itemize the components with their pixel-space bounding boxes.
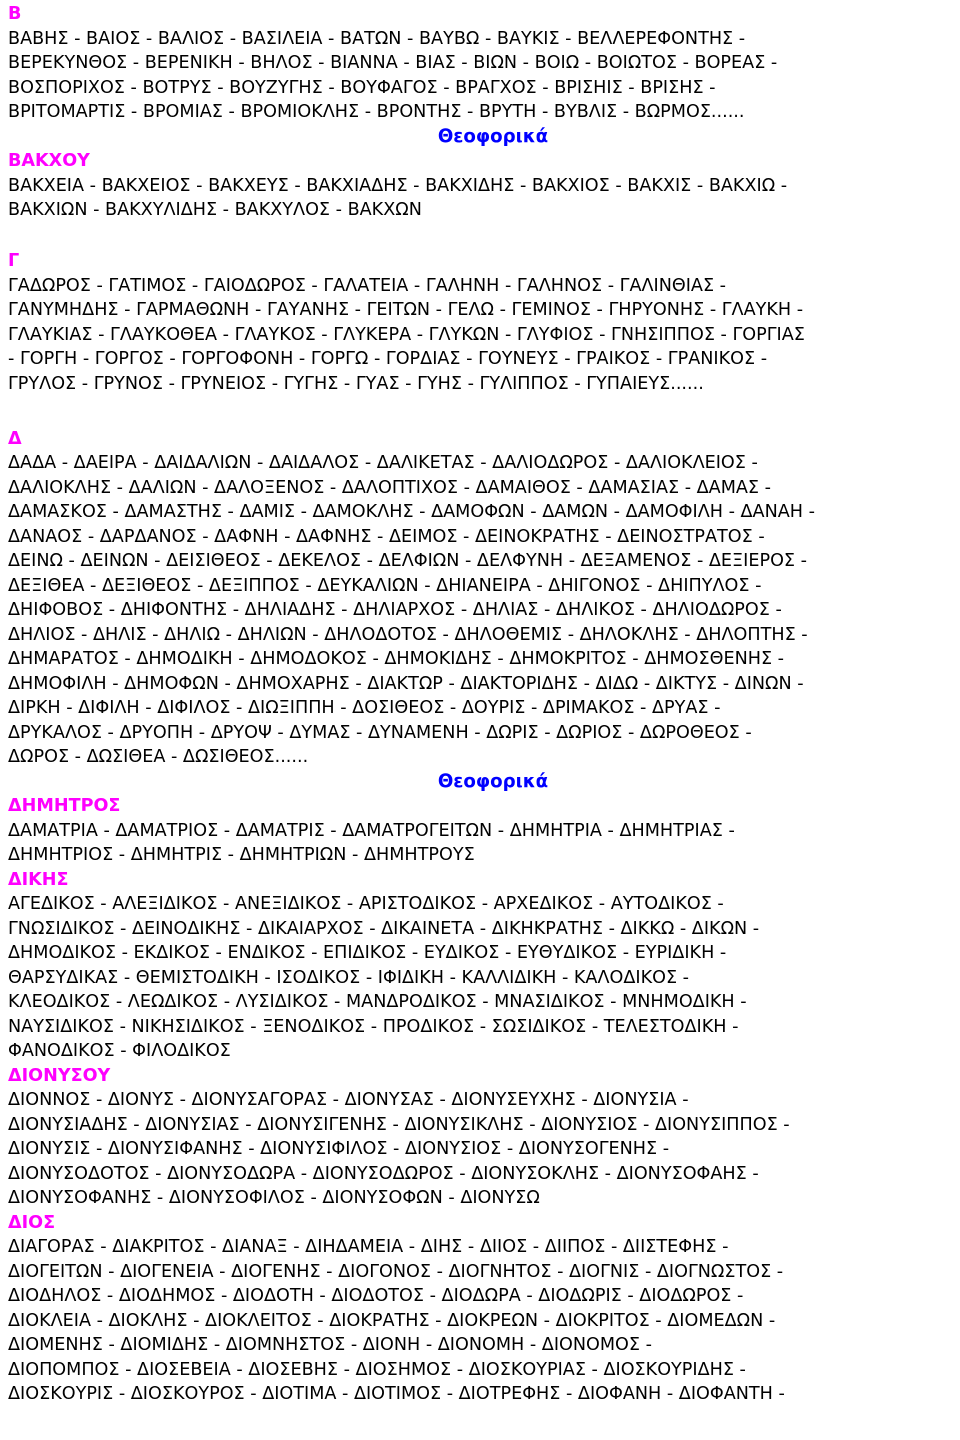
name-line: ΓΑΔΩΡΟΣ - ΓΑΤΙΜΟΣ - ΓΑΙΟΔΩΡΟΣ - ΓΑΛΑΤΕΙΑ - ΓΑΛΗΝΗ - ΓΑΛΗΝΟΣ - ΓΑΛΙΝΘΙΑΣ - bbox=[8, 275, 727, 296]
name-line: ΓΝΩΣΙΔΙΚΟΣ - ΔΕΙΝΟΔΙΚΗΣ - ΔΙΚΑΙΑΡΧΟΣ - ΔΙΚΑΙΝΕΤΑ - ΔΙΚΗΚΡΑΤΗΣ - ΔΙΚΚΩ - ΔΙΚΩΝ - bbox=[8, 918, 760, 939]
name-line: ΔΙΟΝΥΣΙΣ - ΔΙΟΝΥΣΙΦΑΝΗΣ - ΔΙΟΝΥΣΙΦΙΛΟΣ - ΔΙΟΝΥΣΙΟΣ - ΔΙΟΝΥΣΟΓΕΝΗΣ - bbox=[8, 1139, 670, 1159]
name-line: ΔΙΡΚΗ - ΔΙΦΙΛΗ - ΔΙΦΙΛΟΣ - ΔΙΩΞΙΠΠΗ - ΔΟΣΙΘΕΟΣ - ΔΟΥΡΙΣ - ΔΡΙΜΑΚΟΣ - ΔΡΥΑΣ - bbox=[8, 698, 721, 718]
section-gap bbox=[8, 223, 952, 248]
name-line: ΒΑΒΗΣ - ΒΑΙΟΣ - ΒΑΛΙΟΣ - ΒΑΣΙΛΕΙΑ - ΒΑΤΩΝ - ΒΑΥΒΩ - ΒΑΥΚΙΣ - ΒΕΛΛΕΡΕΦΟΝΤΗΣ - bbox=[8, 28, 746, 49]
name-line: ΔΕΞΙΘΕΑ - ΔΕΞΙΘΕΟΣ - ΔΕΞΙΠΠΟΣ - ΔΕΥΚΑΛΙΩΝ - ΔΗΙΑΝΕΙΡΑ - ΔΗΙΓΟΝΟΣ - ΔΗΙΠΥΛΟΣ - bbox=[8, 575, 762, 596]
theophoric-heading: Θεοφορικά bbox=[437, 125, 549, 147]
name-line: ΝΑΥΣΙΔΙΚΟΣ - ΝΙΚΗΣΙΔΙΚΟΣ - ΞΕΝΟΔΙΚΟΣ - ΠΡΟΔΙΚΟΣ - ΣΩΣΙΔΙΚΟΣ - ΤΕΛΕΣΤΟΔΙΚΗ - bbox=[8, 1016, 739, 1037]
document-page bbox=[8, 2, 952, 1407]
name-line: ΔΙΟΜΕΝΗΣ - ΔΙΟΜΙΔΗΣ - ΔΙΟΜΝΗΣΤΟΣ - ΔΙΟΝΗ - ΔΙΟΝΟΜΗ - ΔΙΟΝΟΜΟΣ - bbox=[8, 1335, 652, 1355]
name-line: ΒΡΙΤΟΜΑΡΤΙΣ - ΒΡΟΜΙΑΣ - ΒΡΟΜΙΟΚΛΗΣ - ΒΡΟΝΤΗΣ - ΒΡΥΤΗ - ΒΥΒΛΙΣ - ΒΩΡΜΟΣ...... bbox=[8, 102, 745, 122]
group-heading-dikis: ΔΙΚΗΣ bbox=[8, 869, 69, 890]
name-line: ΔΡΥΚΑΛΟΣ - ΔΡΥΟΠΗ - ΔΡΥΟΨ - ΔΥΜΑΣ - ΔΥΝΑΜΕΝΗ - ΔΩΡΙΣ - ΔΩΡΙΟΣ - ΔΩΡΟΘΕΟΣ - bbox=[8, 722, 752, 743]
name-line: ΔΑΔΑ - ΔΑΕΙΡΑ - ΔΑΙΔΑΛΙΩΝ - ΔΑΙΔΑΛΟΣ - ΔΑΛΙΚΕΤΑΣ - ΔΑΛΙΟΔΩΡΟΣ - ΔΑΛΙΟΚΛΕΙΟΣ - bbox=[8, 453, 758, 473]
name-line: - ΓΟΡΓΗ - ΓΟΡΓΟΣ - ΓΟΡΓΟΦΟΝΗ - ΓΟΡΓΩ - ΓΟΡΔΙΑΣ - ΓΟΥΝΕΥΣ - ΓΡΑΙΚΟΣ - ΓΡΑΝΙΚΟΣ - bbox=[8, 349, 768, 369]
theophoric-heading: Θεοφορικά bbox=[437, 770, 549, 792]
name-line: ΔΑΜΑΣΚΟΣ - ΔΑΜΑΣΤΗΣ - ΔΑΜΙΣ - ΔΑΜΟΚΛΗΣ - ΔΑΜΟΦΩΝ - ΔΑΜΩΝ - ΔΑΜΟΦΙΛΗ - ΔΑΝΑΗ - bbox=[8, 502, 815, 522]
name-line: ΔΙΟΠΟΜΠΟΣ - ΔΙΟΣΕΒΕΙΑ - ΔΙΟΣΕΒΗΣ - ΔΙΟΣΗΜΟΣ - ΔΙΟΣΚΟΥΡΙΑΣ - ΔΙΟΣΚΟΥΡΙΔΗΣ - bbox=[8, 1359, 746, 1380]
name-line: ΚΛΕΟΔΙΚΟΣ - ΛΕΩΔΙΚΟΣ - ΛΥΣΙΔΙΚΟΣ - ΜΑΝΔΡΟΔΙΚΟΣ - ΜΝΑΣΙΔΙΚΟΣ - ΜΝΗΜΟΔΙΚΗ - bbox=[8, 992, 747, 1012]
name-line: ΒΑΚΧΙΩΝ - ΒΑΚΧΥΛΙΔΗΣ - ΒΑΚΧΥΛΟΣ - ΒΑΚΧΩΝ bbox=[8, 200, 422, 220]
name-line: ΔΗΙΦΟΒΟΣ - ΔΗΙΦΟΝΤΗΣ - ΔΗΛΙΑΔΗΣ - ΔΗΛΙΑΡΧΟΣ - ΔΗΛΙΑΣ - ΔΗΛΙΚΟΣ - ΔΗΛΙΟΔΩΡΟΣ - bbox=[8, 600, 782, 620]
section-letter-gamma: Γ bbox=[8, 251, 20, 271]
group-heading-dionysou: ΔΙΟΝΥΣΟΥ bbox=[8, 1065, 111, 1086]
name-line: ΔΙΟΚΛΕΙΑ - ΔΙΟΚΛΗΣ - ΔΙΟΚΛΕΙΤΟΣ - ΔΙΟΚΡΑΤΗΣ - ΔΙΟΚΡΕΩΝ - ΔΙΟΚΡΙΤΟΣ - ΔΙΟΜΕΔΩΝ - bbox=[8, 1310, 776, 1331]
section-gap bbox=[8, 396, 952, 421]
group-heading-dimitros: ΔΗΜΗΤΡΟΣ bbox=[8, 796, 121, 816]
name-line: ΔΑΜΑΤΡΙΑ - ΔΑΜΑΤΡΙΟΣ - ΔΑΜΑΤΡΙΣ - ΔΑΜΑΤΡΟΓΕΙΤΩΝ - ΔΗΜΗΤΡΙΑ - ΔΗΜΗΤΡΙΑΣ - bbox=[8, 820, 735, 841]
name-line: ΘΑΡΣΥΔΙΚΑΣ - ΘΕΜΙΣΤΟΔΙΚΗ - ΙΣΟΔΙΚΟΣ - ΙΦΙΔΙΚΗ - ΚΑΛΛΙΔΙΚΗ - ΚΑΛΟΔΙΚΟΣ - bbox=[8, 967, 690, 988]
name-line: ΒΕΡΕΚΥΝΘΟΣ - ΒΕΡΕΝΙΚΗ - ΒΗΛΟΣ - ΒΙΑΝΝΑ - ΒΙΑΣ - ΒΙΩΝ - ΒΟΙΩ - ΒΟΙΩΤΟΣ - ΒΟΡΕΑΣ - bbox=[8, 53, 778, 73]
name-line: ΒΟΣΠΟΡΙΧΟΣ - ΒΟΤΡΥΣ - ΒΟΥΖΥΓΗΣ - ΒΟΥΦΑΓΟΣ - ΒΡΑΓΧΟΣ - ΒΡΙΣΗΙΣ - ΒΡΙΣΗΣ - bbox=[8, 77, 716, 98]
name-line: ΔΙΟΔΗΛΟΣ - ΔΙΟΔΗΜΟΣ - ΔΙΟΔΟΤΗ - ΔΙΟΔΟΤΟΣ - ΔΙΟΔΩΡΑ - ΔΙΟΔΩΡΙΣ - ΔΙΟΔΩΡΟΣ - bbox=[8, 1286, 744, 1306]
section-letter-beta: Β bbox=[8, 4, 22, 24]
name-line: ΔΗΜΟΔΙΚΟΣ - ΕΚΔΙΚΟΣ - ΕΝΔΙΚΟΣ - ΕΠΙΔΙΚΟΣ - ΕΥΔΙΚΟΣ - ΕΥΘΥΔΙΚΟΣ - ΕΥΡΙΔΙΚΗ - bbox=[8, 943, 727, 963]
name-line: ΔΗΜΟΦΙΛΗ - ΔΗΜΟΦΩΝ - ΔΗΜΟΧΑΡΗΣ - ΔΙΑΚΤΩΡ - ΔΙΑΚΤΟΡΙΔΗΣ - ΔΙΔΩ - ΔΙΚΤΥΣ - ΔΙΝΩΝ - bbox=[8, 673, 804, 694]
name-line: ΔΙΑΓΟΡΑΣ - ΔΙΑΚΡΙΤΟΣ - ΔΙΑΝΑΞ - ΔΙΗΔΑΜΕΙΑ - ΔΙΗΣ - ΔΙΙΟΣ - ΔΙΙΠΟΣ - ΔΙΙΣΤΕΦΗΣ - bbox=[8, 1237, 729, 1257]
name-line: ΔΙΟΓΕΙΤΩΝ - ΔΙΟΓΕΝΕΙΑ - ΔΙΟΓΕΝΗΣ - ΔΙΟΓΟΝΟΣ - ΔΙΟΓΝΗΤΟΣ - ΔΙΟΓΝΙΣ - ΔΙΟΓΝΩΣΤΟΣ - bbox=[8, 1261, 784, 1282]
name-line: ΔΗΜΑΡΑΤΟΣ - ΔΗΜΟΔΙΚΗ - ΔΗΜΟΔΟΚΟΣ - ΔΗΜΟΚΙΔΗΣ - ΔΗΜΟΚΡΙΤΟΣ - ΔΗΜΟΣΘΕΝΗΣ - bbox=[8, 649, 785, 669]
section-beta bbox=[8, 2, 952, 223]
name-line: ΔΙΟΝΥΣΙΑΔΗΣ - ΔΙΟΝΥΣΙΑΣ - ΔΙΟΝΥΣΙΓΕΝΗΣ - ΔΙΟΝΥΣΙΚΛΗΣ - ΔΙΟΝΥΣΙΟΣ - ΔΙΟΝΥΣΙΠΠΟΣ - bbox=[8, 1114, 790, 1135]
section-delta bbox=[8, 427, 952, 1407]
section-letter-delta: Δ bbox=[8, 428, 22, 449]
name-line: ΓΑΝΥΜΗΔΗΣ - ΓΑΡΜΑΘΩΝΗ - ΓΑΥΑΝΗΣ - ΓΕΙΤΩΝ - ΓΕΛΩ - ΓΕΜΙΝΟΣ - ΓΗΡΥΟΝΗΣ - ΓΛΑΥΚΗ - bbox=[8, 300, 804, 320]
name-line: ΒΑΚΧΕΙΑ - ΒΑΚΧΕΙΟΣ - ΒΑΚΧΕΥΣ - ΒΑΚΧΙΑΔΗΣ - ΒΑΚΧΙΔΗΣ - ΒΑΚΧΙΟΣ - ΒΑΚΧΙΣ - ΒΑΚΧΙΩ - bbox=[8, 175, 788, 196]
name-line: ΦΑΝΟΔΙΚΟΣ - ΦΙΛΟΔΙΚΟΣ bbox=[8, 1041, 231, 1061]
name-line: ΔΙΟΝΥΣΟΔΟΤΟΣ - ΔΙΟΝΥΣΟΔΩΡΑ - ΔΙΟΝΥΣΟΔΩΡΟΣ - ΔΙΟΝΥΣΟΚΛΗΣ - ΔΙΟΝΥΣΟΦΑΗΣ - bbox=[8, 1163, 759, 1184]
name-line: ΔΙΟΝΥΣΟΦΑΝΗΣ - ΔΙΟΝΥΣΟΦΙΛΟΣ - ΔΙΟΝΥΣΟΦΩΝ - ΔΙΟΝΥΣΩ bbox=[8, 1188, 540, 1208]
name-line: ΔΗΜΗΤΡΙΟΣ - ΔΗΜΗΤΡΙΣ - ΔΗΜΗΤΡΙΩΝ - ΔΗΜΗΤΡΟΥΣ bbox=[8, 845, 475, 865]
name-line: ΔΕΙΝΩ - ΔΕΙΝΩΝ - ΔΕΙΣΙΘΕΟΣ - ΔΕΚΕΛΟΣ - ΔΕΛΦΙΩΝ - ΔΕΛΦΥΝΗ - ΔΕΞΑΜΕΝΟΣ - ΔΕΞΙΕΡΟΣ - bbox=[8, 551, 807, 571]
name-line: ΔΗΛΙΟΣ - ΔΗΛΙΣ - ΔΗΛΙΩ - ΔΗΛΙΩΝ - ΔΗΛΟΔΟΤΟΣ - ΔΗΛΟΘΕΜΙΣ - ΔΗΛΟΚΛΗΣ - ΔΗΛΟΠΤΗΣ - bbox=[8, 624, 808, 645]
section-gamma bbox=[8, 249, 952, 396]
name-line: ΔΑΝΑΟΣ - ΔΑΡΔΑΝΟΣ - ΔΑΦΝΗ - ΔΑΦΝΗΣ - ΔΕΙΜΟΣ - ΔΕΙΝΟΚΡΑΤΗΣ - ΔΕΙΝΟΣΤΡΑΤΟΣ - bbox=[8, 526, 765, 547]
group-heading-dios: ΔΙΟΣ bbox=[8, 1212, 56, 1233]
name-line: ΓΛΑΥΚΙΑΣ - ΓΛΑΥΚΟΘΕΑ - ΓΛΑΥΚΟΣ - ΓΛΥΚΕΡΑ - ΓΛΥΚΩΝ - ΓΛΥΦΙΟΣ - ΓΝΗΣΙΠΠΟΣ - ΓΟΡΓΙΑΣ bbox=[8, 324, 805, 345]
name-line: ΑΓΕΔΙΚΟΣ - ΑΛΕΞΙΔΙΚΟΣ - ΑΝΕΞΙΔΙΚΟΣ - ΑΡΙΣΤΟΔΙΚΟΣ - ΑΡΧΕΔΙΚΟΣ - ΑΥΤΟΔΙΚΟΣ - bbox=[8, 894, 724, 914]
group-heading-vakchou: ΒΑΚΧΟΥ bbox=[8, 151, 90, 171]
name-line: ΔΑΛΙΟΚΛΗΣ - ΔΑΛΙΩΝ - ΔΑΛΟΞΕΝΟΣ - ΔΑΛΟΠΤΙΧΟΣ - ΔΑΜΑΙΘΟΣ - ΔΑΜΑΣΙΑΣ - ΔΑΜΑΣ - bbox=[8, 477, 771, 498]
name-line: ΓΡΥΛΟΣ - ΓΡΥΝΟΣ - ΓΡΥΝΕΙΟΣ - ΓΥΓΗΣ - ΓΥΑΣ - ΓΥΗΣ - ΓΥΛΙΠΠΟΣ - ΓΥΠΑΙΕΥΣ...... bbox=[8, 373, 704, 394]
name-line: ΔΙΟΣΚΟΥΡΙΣ - ΔΙΟΣΚΟΥΡΟΣ - ΔΙΟΤΙΜΑ - ΔΙΟΤΙΜΟΣ - ΔΙΟΤΡΕΦΗΣ - ΔΙΟΦΑΝΗ - ΔΙΟΦΑΝΤΗ - bbox=[8, 1384, 785, 1404]
name-line: ΔΩΡΟΣ - ΔΩΣΙΘΕΑ - ΔΩΣΙΘΕΟΣ...... bbox=[8, 747, 309, 767]
name-line: ΔΙΟΝΝΟΣ - ΔΙΟΝΥΣ - ΔΙΟΝΥΣΑΓΟΡΑΣ - ΔΙΟΝΥΣΑΣ - ΔΙΟΝΥΣΕΥΧΗΣ - ΔΙΟΝΥΣΙΑ - bbox=[8, 1090, 689, 1110]
